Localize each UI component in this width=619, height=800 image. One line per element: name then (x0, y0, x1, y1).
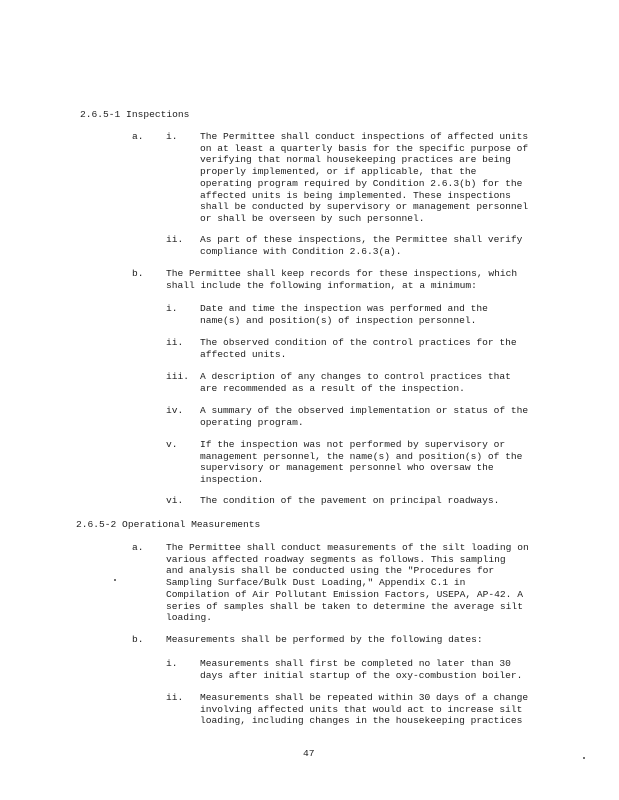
item-b-v-text: If the inspection was not performed by supervisory or management personnel, the name(s) and position(s) of the supervisory or management personnel who oversaw the inspection. (200, 439, 523, 486)
item-b-label: b. (132, 268, 144, 279)
item-b-iii-text: A description of any changes to control practices that are recommended as a result of the inspection. (200, 371, 511, 394)
item-b-i-text: Date and time the inspection was performed and the name(s) and position(s) of inspection personnel. (200, 303, 488, 326)
measurements-a-text: The Permittee shall conduct measurements of the silt loading on various affected roadway segments as follows. This sampling and analysis shall be conducted using the "Procedures for Sampling Surface/Bulk Dust Loading," Appendix C.1 in Compilation of Air Pollutant Emission Factors, USEPA, AP-42. A series of samples shall be taken to determine the average silt loading. (166, 542, 529, 624)
item-b-ii-text: The observed condition of the control practices for the affected units. (200, 337, 517, 360)
item-a-ii-text: As part of these inspections, the Permittee shall verify compliance with Condition 2.6.3(a). (200, 234, 523, 257)
measurements-b-i-text: Measurements shall first be completed no later than 30 days after initial startup of the oxy-combustion boiler. (200, 658, 523, 681)
item-a-ii-number: ii. (166, 234, 184, 245)
item-a-i-text: The Permittee shall conduct inspections of affected units on at least a quarterly basis for the specific purpose of verifying that normal housekeeping practices are being properly implemented, or if applicable, that the operating program required by Condition 2.6.3(b) for the affected units is being implemented. These inspections shall be conducted by supervisory or management personnel or shall be overseen by such personnel. (200, 131, 529, 224)
measurements-a-label: a. (132, 542, 144, 553)
measurements-b-intro: Measurements shall be performed by the following dates: (166, 634, 483, 645)
measurements-b-i-number: i. (166, 658, 178, 669)
measurements-b-ii-number: ii. (166, 692, 184, 703)
scan-speck (583, 757, 585, 759)
section-heading-operational-measurements: 2.6.5-2 Operational Measurements (76, 519, 261, 530)
item-b-v-number: v. (166, 439, 178, 450)
item-b-intro: The Permittee shall keep records for these inspections, which shall include the following information, at a minimum: (166, 268, 518, 291)
item-a-i-number: i. (166, 131, 178, 142)
item-b-vi-number: vi. (166, 495, 184, 506)
item-b-iii-number: iii. (166, 371, 190, 382)
section-heading-inspections: 2.6.5-1 Inspections (80, 109, 190, 120)
item-b-i-number: i. (166, 303, 178, 314)
item-b-vi-text: The condition of the pavement on principal roadways. (200, 495, 500, 506)
item-b-iv-number: iv. (166, 405, 184, 416)
item-a-label: a. (132, 131, 144, 142)
item-b-ii-number: ii. (166, 337, 184, 348)
measurements-b-ii-text: Measurements shall be repeated within 30 days of a change involving affected units that would act to increase silt loading, including changes in the housekeeping practices (200, 692, 529, 727)
item-b-iv-text: A summary of the observed implementation or status of the operating program. (200, 405, 529, 428)
page-number: 47 (303, 748, 315, 759)
scan-speck (114, 579, 116, 581)
measurements-b-label: b. (132, 634, 144, 645)
